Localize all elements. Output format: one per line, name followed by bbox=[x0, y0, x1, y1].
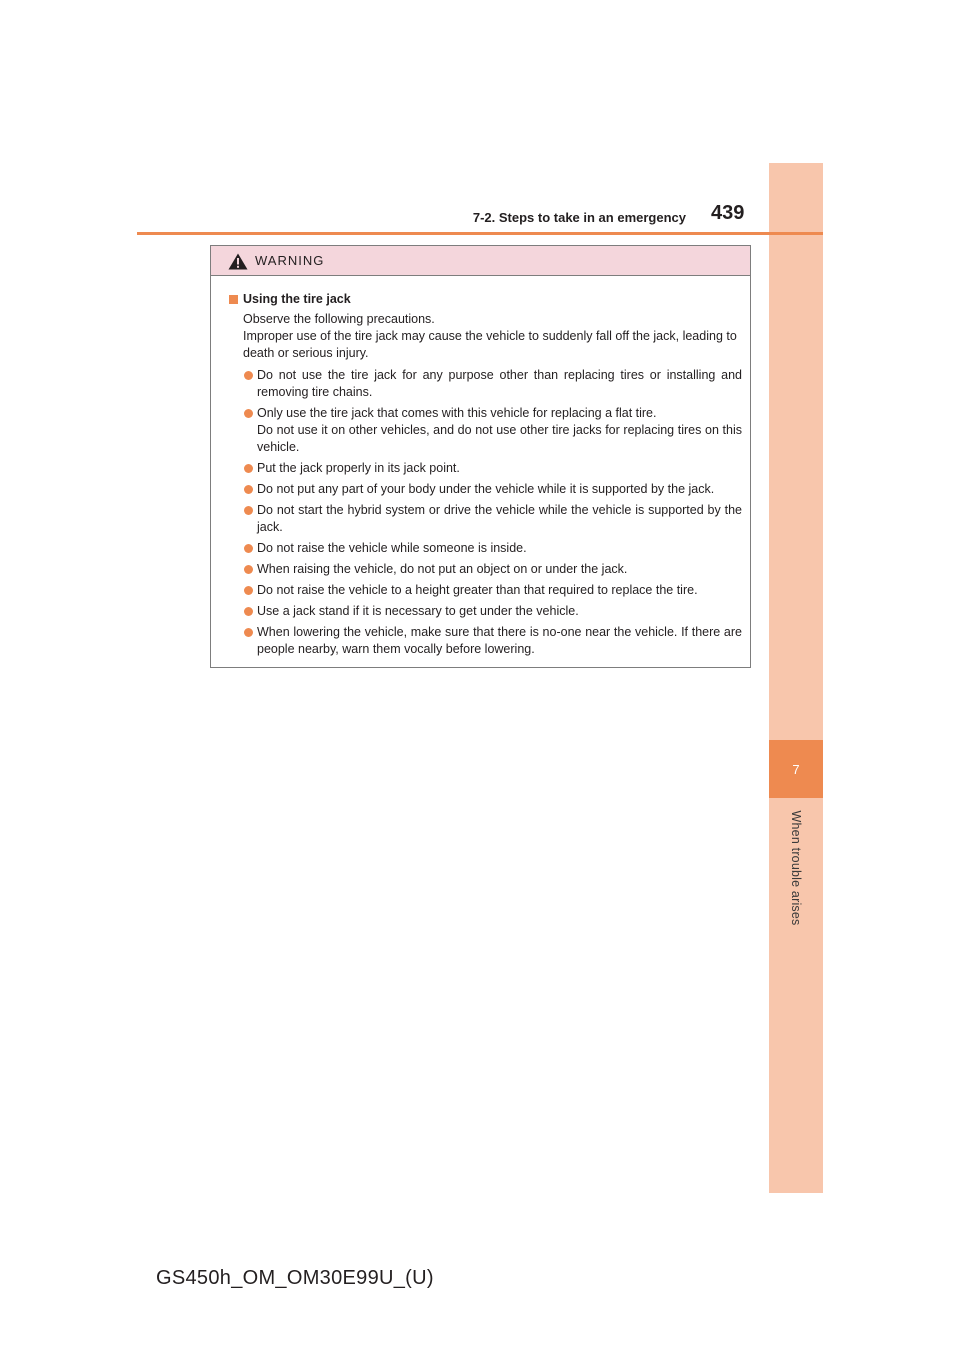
bullet-dot-icon bbox=[244, 628, 253, 637]
precaution-text: Only use the tire jack that comes with this vehicle for replacing a flat tire. bbox=[257, 406, 657, 420]
warning-header bbox=[211, 246, 750, 276]
bullet-dot-icon bbox=[244, 586, 253, 595]
chapter-side-strip bbox=[769, 163, 823, 1193]
bullet-dot-icon bbox=[244, 544, 253, 553]
list-item bbox=[229, 561, 742, 578]
bullet-dot-icon bbox=[244, 607, 253, 616]
list-item bbox=[229, 540, 742, 557]
warning-topic bbox=[229, 291, 742, 308]
bullet-dot-icon bbox=[244, 409, 253, 418]
bullet-dot-icon bbox=[244, 371, 253, 380]
precaution-text: Do not raise the vehicle while someone is inside. bbox=[257, 541, 527, 555]
precaution-text: Do not use the tire jack for any purpose other than replacing tires or installing and removing tire chains. bbox=[257, 368, 742, 399]
page-number: 439 bbox=[711, 202, 745, 224]
list-item bbox=[229, 603, 742, 620]
list-item bbox=[229, 624, 742, 658]
bullet-dot-icon bbox=[244, 464, 253, 473]
bullet-dot-icon bbox=[244, 485, 253, 494]
warning-triangle-icon bbox=[228, 253, 248, 270]
precaution-text: Do not raise the vehicle to a height greater than that required to replace the tire. bbox=[257, 583, 698, 597]
warning-topic-label: Using the tire jack bbox=[243, 292, 351, 306]
precaution-text-continuation: Do not use it on other vehicles, and do not use other tire jacks for replacing tires on this vehicle. bbox=[257, 423, 742, 454]
list-item bbox=[229, 582, 742, 599]
precaution-text: Use a jack stand if it is necessary to get under the vehicle. bbox=[257, 604, 579, 618]
document-code: GS450h_OM_OM30E99U_(U) bbox=[156, 1267, 434, 1289]
chapter-tab bbox=[769, 740, 823, 798]
precaution-list bbox=[229, 367, 742, 658]
precaution-text: Do not put any part of your body under the vehicle while it is supported by the jack. bbox=[257, 482, 715, 496]
warning-intro-1: Observe the following precautions. bbox=[243, 312, 435, 326]
header-rule bbox=[137, 232, 823, 235]
precaution-text: Do not start the hybrid system or drive the vehicle while the vehicle is supported by the jack. bbox=[257, 503, 742, 534]
bullet-dot-icon bbox=[244, 506, 253, 515]
list-item bbox=[229, 460, 742, 477]
list-item bbox=[229, 481, 742, 498]
warning-box bbox=[210, 245, 751, 668]
list-item bbox=[229, 405, 742, 456]
warning-title: WARNING bbox=[255, 253, 325, 268]
warning-body bbox=[211, 276, 750, 662]
chapter-number: 7 bbox=[792, 762, 800, 777]
square-bullet-icon bbox=[229, 295, 238, 304]
precaution-text: When lowering the vehicle, make sure that there is no-one near the vehicle. If there are people nearby, warn them vocally before lowering. bbox=[257, 625, 742, 656]
list-item bbox=[229, 502, 742, 536]
bullet-dot-icon bbox=[244, 565, 253, 574]
section-title: 7-2. Steps to take in an emergency bbox=[472, 210, 686, 225]
list-item bbox=[229, 367, 742, 401]
warning-intro-2: Improper use of the tire jack may cause the vehicle to suddenly fall off the jack, leading to death or serious injury. bbox=[243, 329, 737, 360]
precaution-text: When raising the vehicle, do not put an object on or under the jack. bbox=[257, 562, 628, 576]
chapter-label: When trouble arises bbox=[789, 810, 803, 926]
precaution-text: Put the jack properly in its jack point. bbox=[257, 461, 460, 475]
